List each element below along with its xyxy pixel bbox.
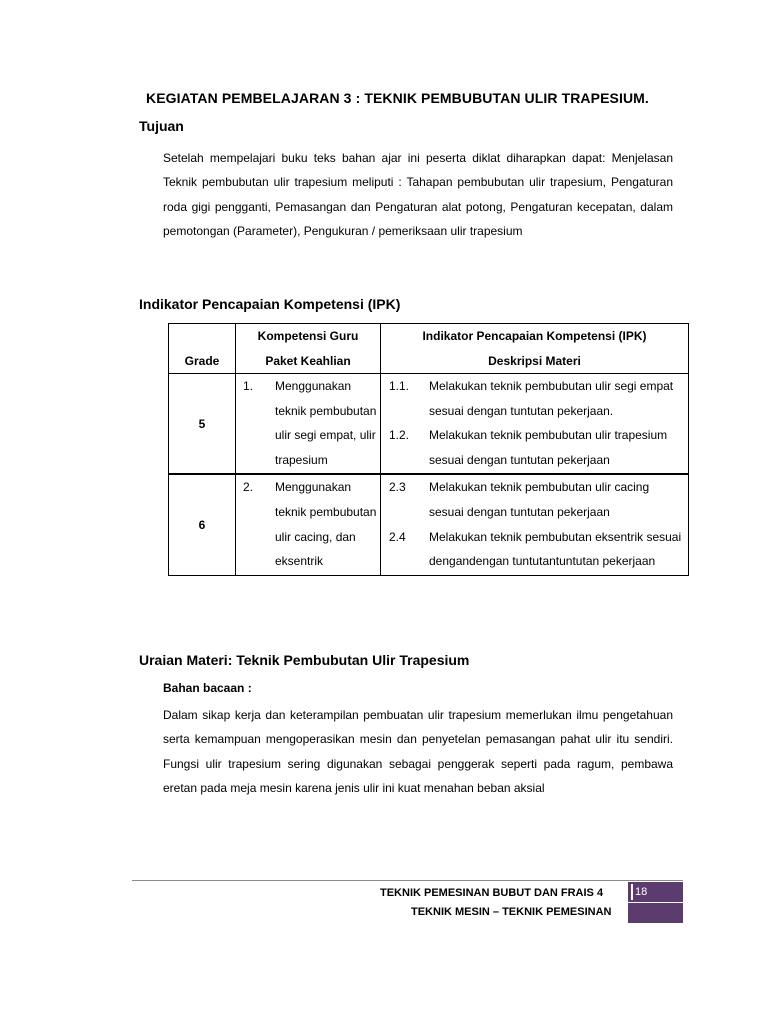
- footer-divider: [132, 880, 683, 881]
- indikator-text: Melakukan teknik pembubutan ulir segi empat sesuai dengan tuntutan pekerjaan.: [429, 379, 674, 418]
- header-indikator: Indikator Pencapaian Kompetensi (IPK) Deskripsi Materi: [381, 324, 689, 374]
- grade-cell: 6: [169, 474, 236, 575]
- indikator-number: 1.1.: [389, 379, 410, 393]
- table-row: [169, 374, 689, 475]
- bahan-bacaan-label: Bahan bacaan :: [163, 681, 252, 695]
- tujuan-paragraph: Setelah mempelajari buku teks bahan ajar ini peserta diklat diharapkan dapat: Menjelasan Teknik pembubutan ulir trapesium meliputi : Tahapan pembubutan ulir trapesium, Pengaturan roda gigi pengganti, Pemasangan dan Pengaturan alat potong, Pengaturan kecepatan, dalam pemotongan (Parameter), Pengukuran / pemeriksaan ulir trapesium: [163, 151, 673, 238]
- ipk-heading: Indikator Pencapaian Kompetensi (IPK): [139, 296, 401, 312]
- page-number-marker: [631, 884, 633, 900]
- uraian-heading: Uraian Materi: Teknik Pembubutan Ulir Trapesium: [139, 652, 470, 668]
- indikator-text: Melakukan teknik pembubutan ulir trapesium sesuai dengan tuntutan pekerjaan: [429, 428, 668, 467]
- footer-accent-box: [628, 903, 683, 923]
- indikator-cell: [381, 374, 689, 475]
- header-grade: Grade: [169, 324, 236, 374]
- indikator-number: 2.3: [389, 480, 406, 495]
- kompetensi-text: Menggunakan teknik pembubutan ulir segi empat, ulir trapesium: [275, 379, 377, 467]
- ipk-table: [168, 323, 689, 576]
- grade-cell: 5: [169, 374, 236, 475]
- kompetensi-text: Menggunakan teknik pembubutan ulir cacing, dan eksentrik: [275, 480, 377, 569]
- kompetensi-number: 2.: [243, 480, 254, 495]
- indikator-cell: [381, 474, 689, 575]
- indikator-text: Melakukan teknik pembubutan ulir cacing sesuai dengan tuntutan pekerjaan: [429, 480, 650, 519]
- indikator-text: Melakukan teknik pembubutan eksentrik sesuai dengandengan tuntutantuntutan pekerjaan: [429, 529, 682, 569]
- kompetensi-cell: [236, 374, 381, 475]
- tujuan-heading: Tujuan: [139, 118, 184, 134]
- indikator-number: 2.4: [389, 529, 406, 544]
- footer-program: TEKNIK MESIN – TEKNIK PEMESINAN: [411, 906, 612, 918]
- table-row: [169, 474, 689, 575]
- page-title: KEGIATAN PEMBELAJARAN 3 : TEKNIK PEMBUBUTAN ULIR TRAPESIUM.: [146, 90, 649, 106]
- page-number: 18: [635, 886, 648, 898]
- header-kompetensi: Kompetensi Guru Paket Keahlian: [236, 324, 381, 374]
- kompetensi-cell: [236, 474, 381, 575]
- table-header-row: [169, 324, 689, 374]
- uraian-paragraph: Dalam sikap kerja dan keterampilan pembuatan ulir trapesium memerlukan ilmu pengetahuan serta kemampuan mengoperasikan mesin dan penyetelan pemasangan pahat ulir itu sendiri. Fungsi ulir trapesium sering digunakan sebagai penggerak seperti pada ragum, pembawa eretan pada meja mesin karena jenis ulir ini kuat menahan beban aksial: [163, 708, 673, 795]
- footer-book-title: TEKNIK PEMESINAN BUBUT DAN FRAIS 4: [380, 887, 604, 899]
- indikator-number: 1.2.: [389, 428, 410, 443]
- kompetensi-number: 1.: [243, 379, 254, 393]
